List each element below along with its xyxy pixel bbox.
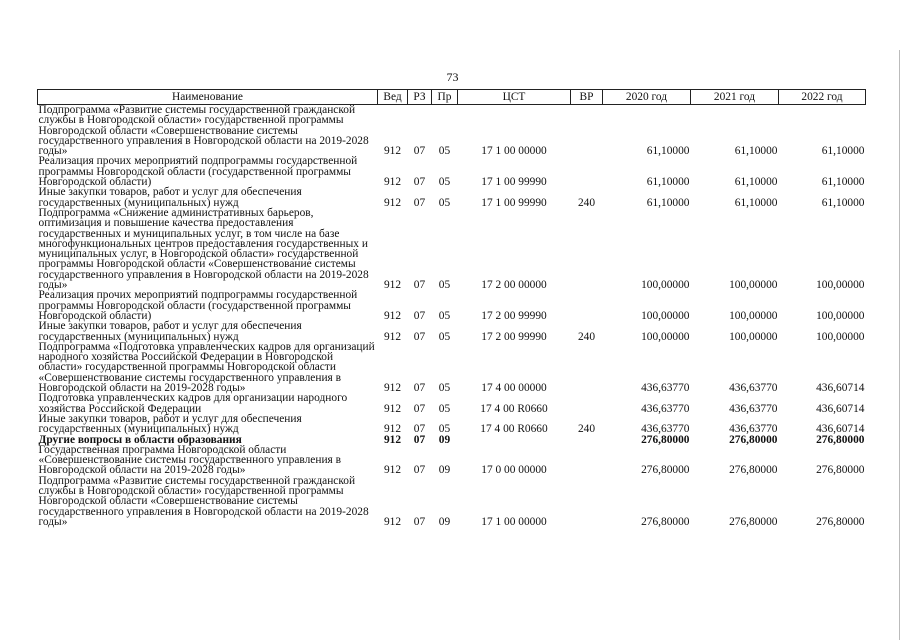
- cell-pr: 05: [438, 330, 451, 343]
- cell-rz: 07: [413, 464, 426, 477]
- cell-name: Иные закупки товаров, работ и услуг для обеспечения государственных (муниципальных) нужд: [38, 320, 302, 343]
- cell-2022: 100,00000: [816, 279, 865, 292]
- table-body: [38, 105, 866, 528]
- cell-name: Подпрограмма «Подготовка управленческих кадров для организаций народного хозяйства Российской Федерации в Новгородской области» государственной программы Новгородской области «Совершенствование системы государственного управления в Новгородской области на 2019-2028 годы»: [38, 340, 375, 395]
- table-row: [38, 290, 866, 321]
- cell-2021: 436,63770: [729, 382, 778, 395]
- cell-vr: [571, 208, 603, 290]
- cell-cst: 17 2 00 00000: [481, 279, 547, 292]
- cell-ved: 912: [383, 279, 402, 292]
- cell-2020: 100,00000: [641, 330, 690, 343]
- cell-2020: 276,80000: [641, 515, 690, 528]
- header-ved: Вед: [378, 90, 408, 105]
- cell-cst: 17 0 00 00000: [481, 464, 547, 477]
- cell-rz: 07: [413, 515, 426, 528]
- cell-ved: 912: [383, 464, 402, 477]
- cell-cst: 17 4 00 00000: [481, 382, 547, 395]
- cell-2020: 436,63770: [641, 402, 690, 415]
- cell-2021: 100,00000: [729, 330, 778, 343]
- cell-2021: 276,80000: [729, 464, 778, 477]
- cell-name: Иные закупки товаров, работ и услуг для обеспечения государственных (муниципальных) нужд: [38, 412, 302, 436]
- cell-2021: 436,63770: [729, 423, 778, 436]
- cell-2021: 276,80000: [729, 433, 778, 446]
- cell-2022: 436,60714: [816, 382, 865, 395]
- cell-pr: 09: [438, 464, 451, 477]
- cell-rz: 07: [413, 382, 426, 395]
- cell-2021: 436,63770: [729, 402, 778, 415]
- table-row: [38, 187, 866, 208]
- header-cst: ЦСТ: [458, 90, 571, 105]
- cell-pr: 05: [438, 196, 451, 209]
- cell-cst: 17 1 00 00000: [481, 145, 547, 158]
- cell-2021: 100,00000: [729, 279, 778, 292]
- cell-2020: 436,63770: [641, 382, 690, 395]
- table-row: [38, 105, 866, 157]
- cell-ved: 912: [383, 330, 402, 343]
- header-2022: 2022 год: [779, 90, 866, 105]
- cell-rz: 07: [413, 145, 426, 158]
- cell-rz: 07: [413, 433, 426, 446]
- cell-vr: [571, 290, 603, 321]
- cell-vr: [571, 156, 603, 187]
- cell-pr: 05: [438, 382, 451, 395]
- header-rz: РЗ: [408, 90, 432, 105]
- cell-cst: 17 4 00 R0660: [480, 402, 548, 415]
- page-number: 73: [446, 70, 459, 84]
- cell-name: Подготовка управленческих кадров для организации народного хозяйства Российской Федерации: [38, 392, 348, 415]
- cell-ved: 912: [383, 196, 402, 209]
- cell-cst: 17 1 00 00000: [481, 515, 547, 528]
- cell-pr: 05: [438, 402, 451, 415]
- cell-2022: 100,00000: [816, 330, 865, 343]
- cell-pr: 09: [438, 515, 451, 528]
- cell-pr: 05: [438, 145, 451, 158]
- cell-cst: [458, 435, 571, 445]
- page-edge-line: [899, 50, 900, 640]
- cell-2022: 61,10000: [821, 196, 865, 209]
- cell-rz: 07: [413, 402, 426, 415]
- cell-name: Реализация прочих мероприятий подпрограммы государственной программы Новгородской области (государственной программы Новгородской области): [38, 155, 358, 189]
- header-pr: Пр: [432, 90, 458, 105]
- cell-2020: 100,00000: [641, 309, 690, 322]
- cell-vr: [571, 445, 603, 476]
- cell-2020: 276,80000: [641, 464, 690, 477]
- cell-2022: 61,10000: [821, 145, 865, 158]
- cell-vr: 240: [577, 423, 596, 436]
- cell-2022: 276,80000: [816, 464, 865, 477]
- cell-2022: 436,60714: [816, 402, 865, 415]
- cell-2021: 276,80000: [729, 515, 778, 528]
- cell-ved: 912: [383, 423, 402, 436]
- cell-cst: 17 4 00 R0660: [480, 423, 548, 436]
- cell-2020: 61,10000: [646, 196, 690, 209]
- cell-ved: 912: [383, 176, 402, 189]
- cell-2021: 61,10000: [734, 145, 778, 158]
- cell-rz: 07: [413, 330, 426, 343]
- cell-2021: 61,10000: [734, 196, 778, 209]
- cell-2020: 436,63770: [641, 423, 690, 436]
- table-row: [38, 393, 866, 414]
- cell-ved: 912: [383, 145, 402, 158]
- cell-vr: 240: [577, 330, 596, 343]
- cell-rz: 07: [413, 279, 426, 292]
- cell-cst: 17 1 00 99990: [481, 196, 547, 209]
- table-row: [38, 156, 866, 187]
- cell-2021: 61,10000: [734, 176, 778, 189]
- cell-2022: 436,60714: [816, 423, 865, 436]
- cell-ved: 912: [383, 433, 402, 446]
- header-vr: ВР: [571, 90, 603, 105]
- table-row: [38, 342, 866, 393]
- cell-pr: 05: [438, 176, 451, 189]
- cell-2022: 276,80000: [816, 433, 865, 446]
- cell-2020: 61,10000: [646, 176, 690, 189]
- cell-name: Реализация прочих мероприятий подпрограммы государственной программы Новгородской области (государственной программы Новгородской области): [38, 289, 358, 322]
- cell-2021: 100,00000: [729, 309, 778, 322]
- cell-pr: 05: [438, 309, 451, 322]
- header-2020: 2020 год: [603, 90, 691, 105]
- cell-ved: 912: [383, 515, 402, 528]
- cell-2020: 100,00000: [641, 279, 690, 292]
- cell-name: Государственная программа Новгородской области «Совершенствование системы государственного управления в Новгородской области на 2019-2028 годы»: [38, 443, 342, 477]
- cell-cst: 17 1 00 99990: [481, 176, 547, 189]
- table-row: [38, 476, 866, 527]
- budget-table: [37, 89, 866, 527]
- header-name: Наименование: [38, 90, 378, 105]
- cell-pr: 05: [438, 279, 451, 292]
- cell-2022: 276,80000: [816, 515, 865, 528]
- cell-name: Другие вопросы в области образования: [38, 433, 242, 446]
- cell-cst: 17 2 00 99990: [481, 309, 547, 322]
- table-row: [38, 321, 866, 342]
- cell-vr: [571, 105, 603, 157]
- cell-rz: 07: [413, 423, 426, 436]
- cell-vr: 240: [577, 196, 596, 209]
- cell-2022: 100,00000: [816, 309, 865, 322]
- cell-name: Подпрограмма «Развитие системы государственной гражданской службы в Новгородской области» государственной программы Новгородской области «Совершенствование системы государственного управления в Новгородской области на 2019-2028 годы»: [38, 474, 369, 528]
- header-2021: 2021 год: [691, 90, 779, 105]
- cell-name: Подпрограмма «Развитие системы государственной гражданской службы в Новгородской области» государственной программы Новгородской области «Совершенствование системы государственного управления в Новгородской области на 2019-2028 годы»: [38, 104, 369, 158]
- cell-2020: 276,80000: [641, 433, 690, 446]
- table-row: [38, 445, 866, 476]
- cell-vr: [571, 393, 603, 414]
- cell-ved: 912: [383, 309, 402, 322]
- cell-2020: 61,10000: [646, 145, 690, 158]
- cell-pr: 05: [438, 423, 451, 436]
- cell-rz: 07: [413, 309, 426, 322]
- cell-name: Иные закупки товаров, работ и услуг для обеспечения государственных (муниципальных) нужд: [38, 186, 302, 209]
- cell-ved: 912: [383, 402, 402, 415]
- table-row: [38, 208, 866, 290]
- table-row: [38, 414, 866, 435]
- cell-vr: [571, 435, 603, 445]
- table-header-row: [38, 90, 866, 105]
- cell-ved: 912: [383, 382, 402, 395]
- cell-rz: 07: [413, 196, 426, 209]
- cell-vr: [571, 342, 603, 393]
- cell-name: Подпрограмма «Снижение административных барьеров, оптимизация и повышение качества предоставления государственных и муниципальных услуг, в том числе на базе многофункциональных центров предоставления государственных и муниципальных услуг, в Новгородской области» государственной программы Новгородской области «Совершенствование системы государственного управления в Новгородской области на 2019-2028 годы»: [38, 206, 369, 292]
- cell-2022: 61,10000: [821, 176, 865, 189]
- cell-pr: 09: [438, 433, 451, 446]
- cell-cst: 17 2 00 99990: [481, 330, 547, 343]
- cell-vr: [571, 476, 603, 527]
- cell-rz: 07: [413, 176, 426, 189]
